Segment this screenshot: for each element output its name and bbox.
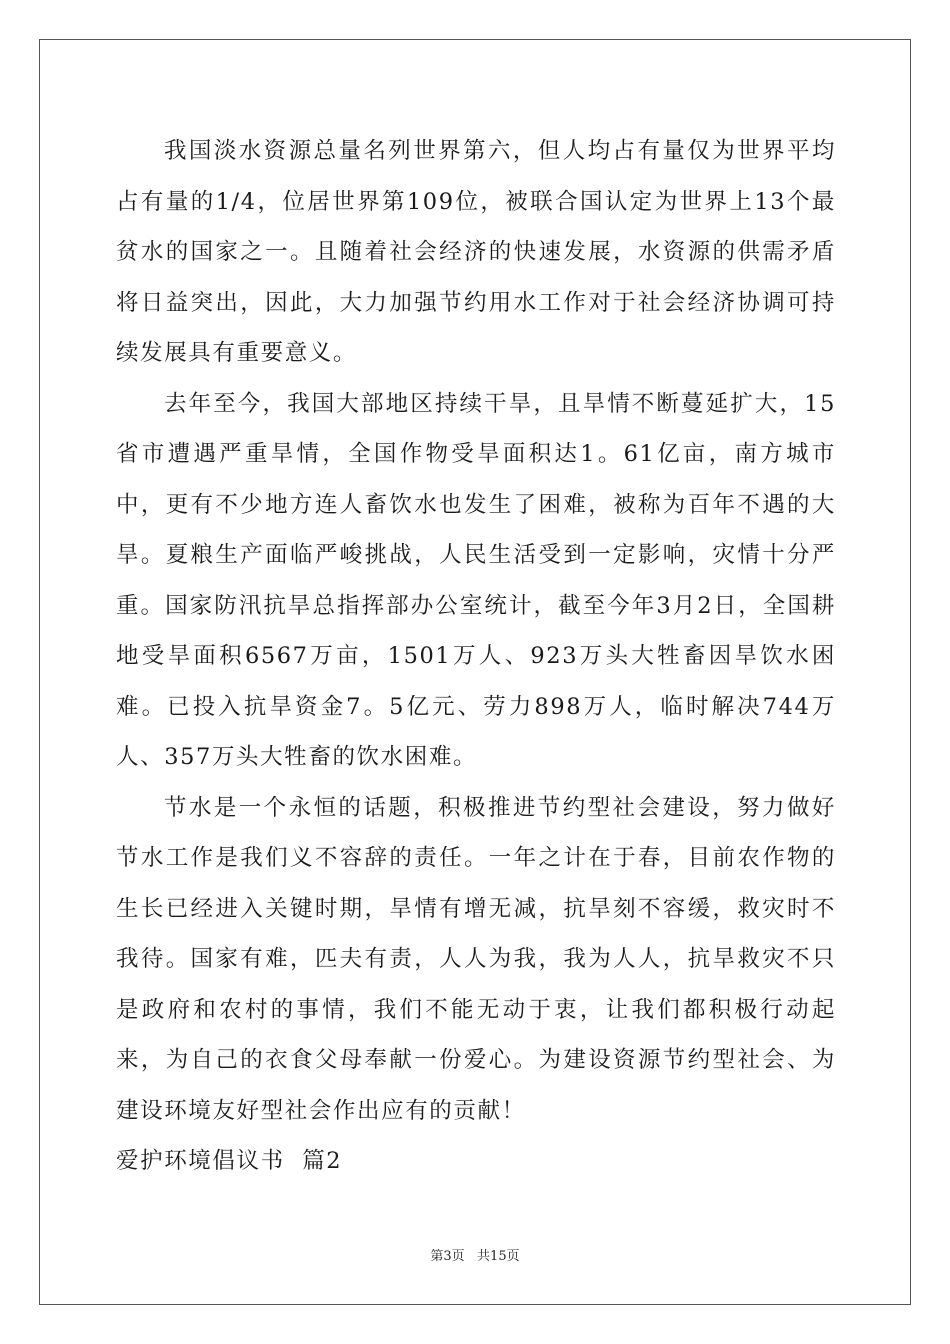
section-heading: 爱护环境倡议书 篇2	[116, 1148, 343, 1174]
paragraph-drought-situation: 去年至今，我国大部地区持续干旱，且旱情不断蔓延扩大，15省市遭遇严重旱情，全国作物受旱面积达1。61亿亩，南方城市中，更有不少地方连人畜饮水也发生了困难，被称为百年不遇的大旱。夏粮生产面临严峻挑战，人民生活受到一定影响，灾情十分严重。国家防汛抗旱总指挥部办公室统计，截至今年3月2日，全国耕地受旱面积6567万亩，1501万人、923万头大牲畜因旱饮水困难。已投入抗旱资金7。5亿元、劳力898万人，临时解决744万人、357万头大牲畜的饮水困难。	[116, 390, 836, 770]
document-body	[116, 126, 836, 1187]
page-number-footer: 第3页 共15页	[430, 1249, 520, 1264]
paragraph-water-saving-call: 节水是一个永恒的话题，积极推进节约型社会建设，努力做好节水工作是我们义不容辞的责任。一年之计在于春，目前农作物的生长已经进入关键时期，旱情有增无减，抗旱刻不容缓，救灾时不我待。国家有难，匹夫有责，人人为我，我为人人，抗旱救灾不只是政府和农村的事情，我们不能无动于衷，让我们都积极行动起来，为自己的衣食父母奉献一份爱心。为建设资源节约型社会、为建设环境友好型社会作出应有的贡献！	[116, 794, 836, 1124]
paragraph-water-resources: 我国淡水资源总量名列世界第六，但人均占有量仅为世界平均占有量的1/4，位居世界第109位，被联合国认定为世界上13个最贫水的国家之一。且随着社会经济的快速发展，水资源的供需矛盾将日益突出，因此，大力加强节约用水工作对于社会经济协调可持续发展具有重要意义。	[116, 138, 836, 366]
